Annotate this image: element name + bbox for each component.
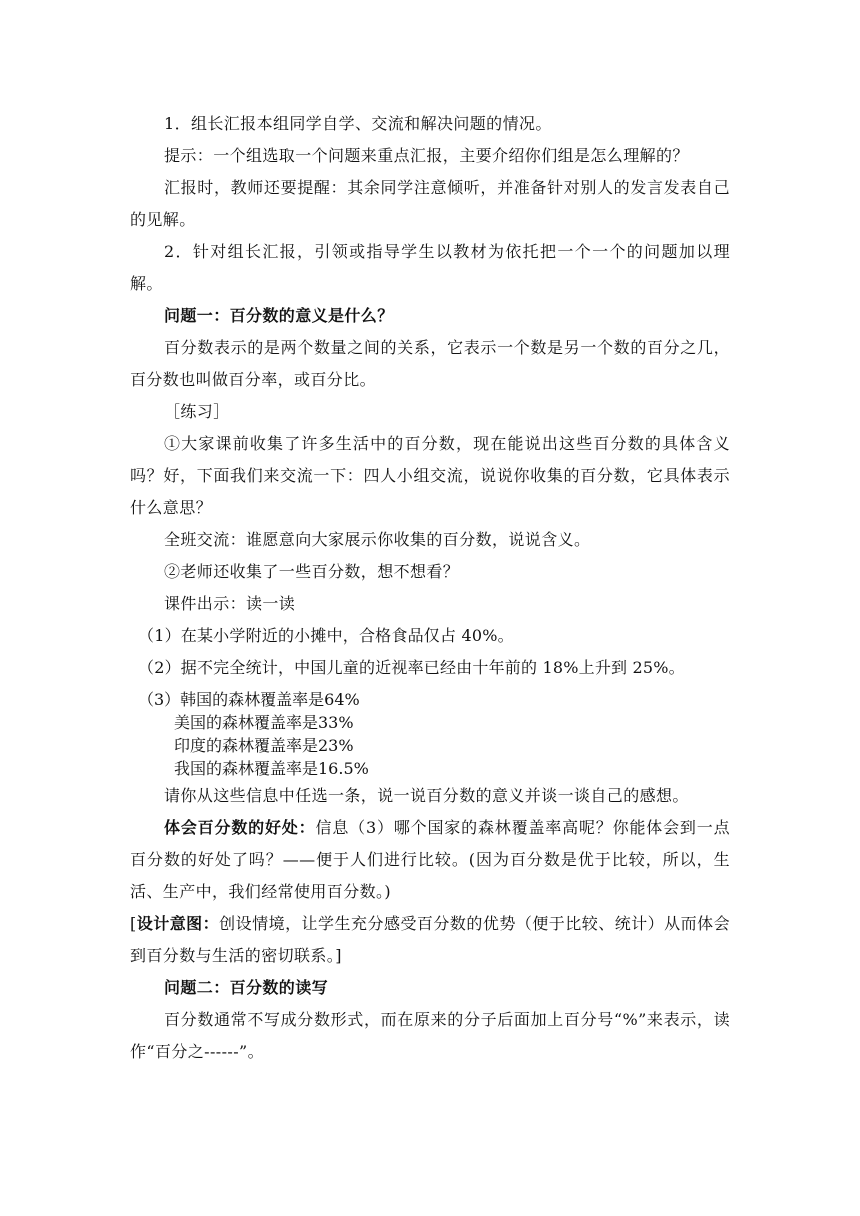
paragraph-group-report: 1．组长汇报本组同学自学、交流和解决问题的情况。 — [164, 114, 552, 133]
paragraph-practice-one: ①大家课前收集了许多生活中的百分数，现在能说出这些百分数的具体含义吗？好，下面我们来交流一下：四人小组交流，说说你收集的百分数，它具体表示什么意思？ — [130, 434, 730, 517]
practice-label: ［练习］ — [164, 402, 230, 421]
paragraph-percent-writing: 百分数通常不写成分数形式，而在原来的分子后面加上百分号“%”来表示，读作“百分之------”。 — [130, 1010, 730, 1061]
paragraph-design-intent — [130, 908, 730, 972]
list-item: 美国的森林覆盖率是33% — [174, 713, 354, 732]
design-open-bracket: [ — [130, 914, 137, 933]
document-body — [130, 108, 730, 1068]
paragraph-hint: 提示：一个组选取一个问题来重点汇报，主要介绍你们组是怎么理解的？ — [164, 146, 689, 165]
paragraph-class-exchange: 全班交流：谁愿意向大家展示你收集的百分数，说说含义。 — [164, 530, 591, 549]
heading-question-one: 问题一：百分数的意义是什么？ — [164, 306, 394, 325]
list-item: 印度的森林覆盖率是23% — [174, 736, 354, 755]
paragraph-practice-two: ②老师还收集了一些百分数，想不想看？ — [164, 562, 460, 581]
paragraph-percent-meaning: 百分数表示的是两个数量之间的关系，它表示一个数是另一个数的百分之几，百分数也叫做百分率，或百分比。 — [130, 338, 730, 389]
paragraph-guidance: 2．针对组长汇报，引领或指导学生以教材为依托把一个一个的问题加以理解。 — [130, 242, 730, 293]
heading-question-two: 问题二：百分数的读写 — [164, 978, 329, 997]
paragraph-courseware: 课件出示：读一读 — [164, 594, 296, 613]
forest-coverage-list — [130, 688, 730, 780]
paragraph-teacher-reminder: 汇报时，教师还要提醒：其余同学注意倾听，并准备针对别人的发言发表自己的见解。 — [130, 178, 730, 229]
design-label: 设计意图： — [136, 914, 220, 933]
benefit-text: 信息（3）哪个国家的森林覆盖率高呢？你能体会到一点百分数的好处了吗？——便于人们进行比较。(因为百分数是优于比较，所以，生活、生产中，我们经常使用百分数。) — [130, 818, 730, 901]
design-text: 创设情境，让学生充分感受百分数的优势（便于比较、统计）从而体会到百分数与生活的密切联系。] — [130, 914, 730, 965]
list-item: （3）韩国的森林覆盖率是64% — [138, 690, 360, 709]
reading-list — [130, 620, 730, 780]
list-item: 我国的森林覆盖率是16.5% — [174, 759, 369, 778]
paragraph-choose-info: 请你从这些信息中任选一条，说一说百分数的意义并谈一谈自己的感想。 — [164, 786, 689, 805]
list-item: （1）在某小学附近的小摊中，合格食品仅占 40%。 — [138, 626, 514, 645]
paragraph-benefit — [130, 812, 730, 908]
list-item: （2）据不完全统计，中国儿童的近视率已经由十年前的 18%上升到 25%。 — [138, 658, 685, 677]
benefit-label: 体会百分数的好处： — [164, 818, 316, 837]
